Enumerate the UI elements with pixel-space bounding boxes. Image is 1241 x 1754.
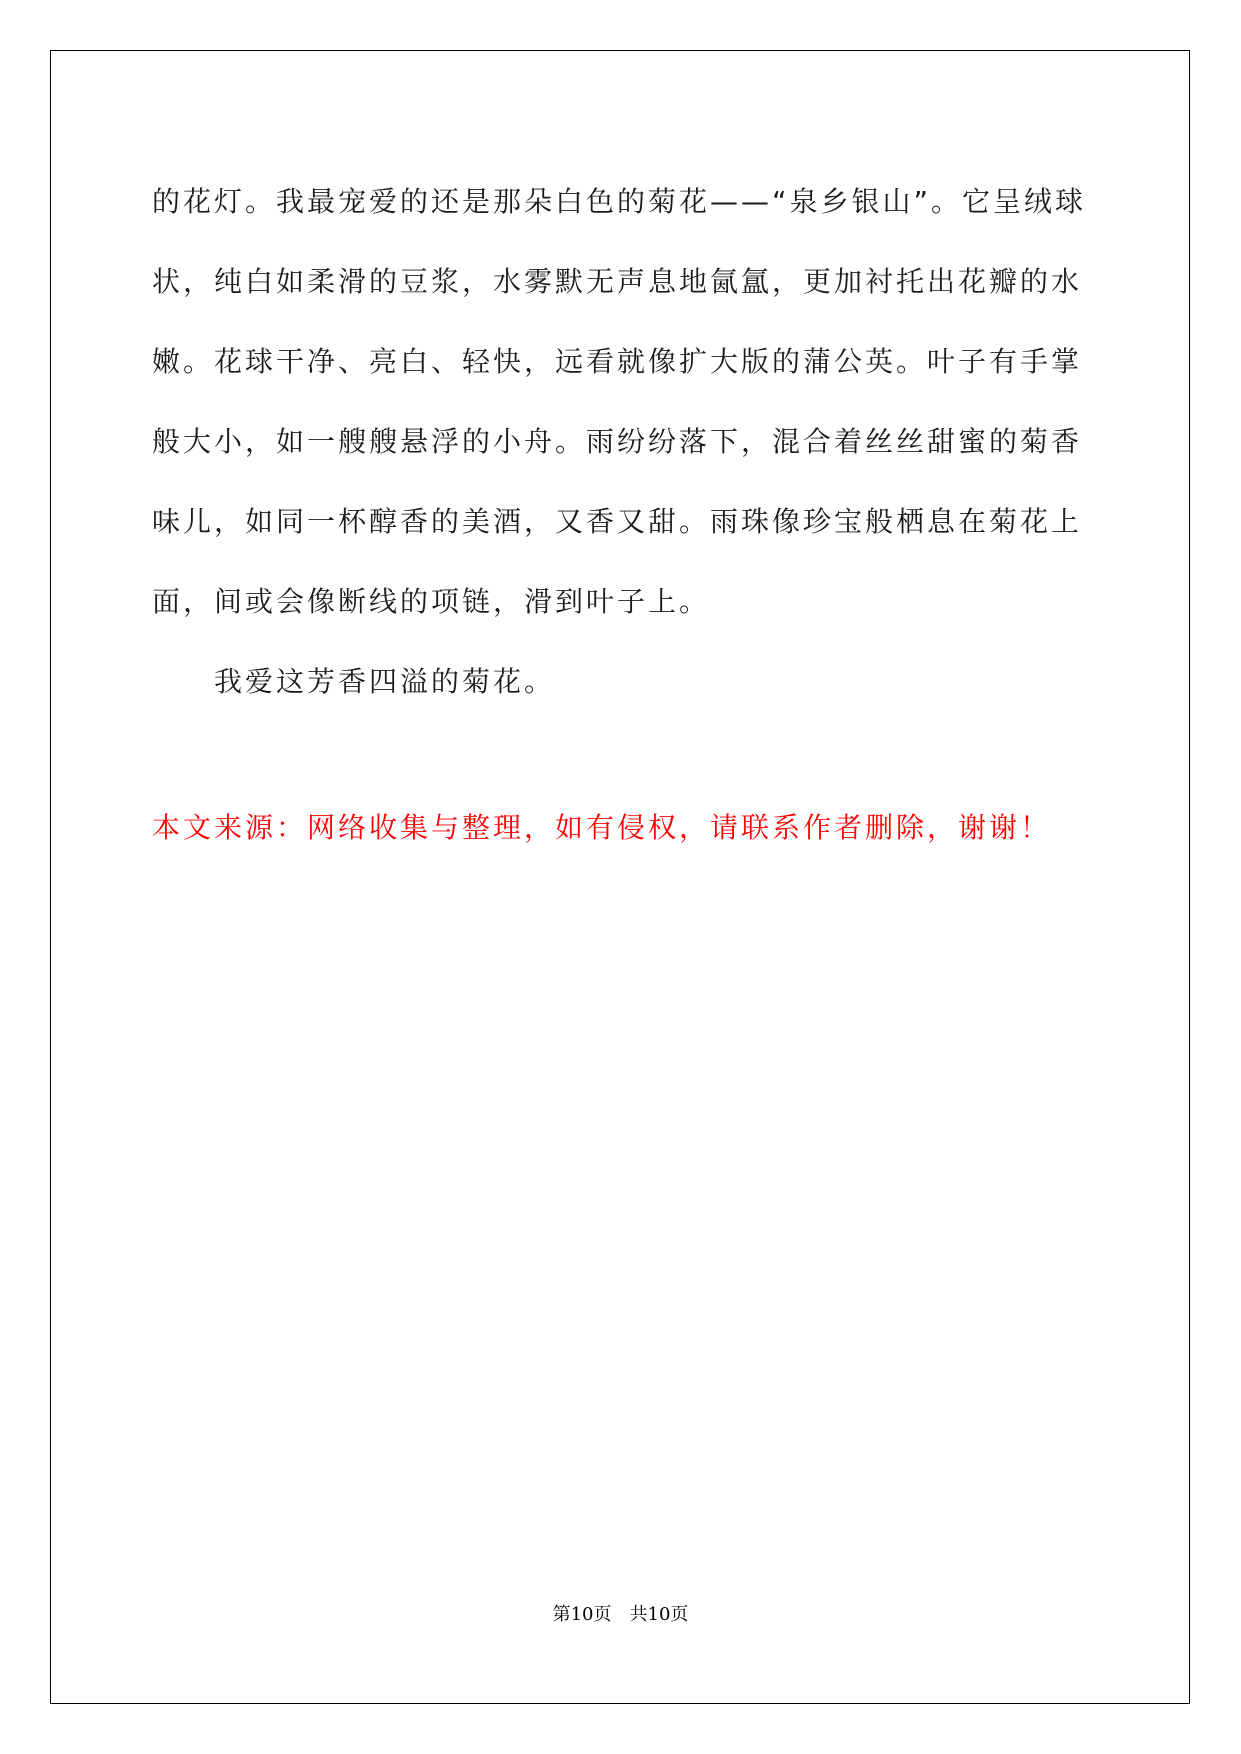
paragraph-line: 状，纯白如柔滑的豆浆，水雾默无声息地氤氲，更加衬托出花瓣的水 [152,265,1083,298]
closing-paragraph: 我爱这芳香四溢的菊花。 [214,665,556,698]
paragraph-line: 的花灯。我最宠爱的还是那朵白色的菊花——“泉乡银山”。它呈绒球 [152,185,1087,218]
paragraph-line: 般大小，如一艘艘悬浮的小舟。雨纷纷落下，混合着丝丝甜蜜的菊香 [152,425,1083,458]
document-body [152,162,1092,722]
page-number-footer: 第10页 共10页 [552,1604,689,1625]
source-note: 本文来源：网络收集与整理，如有侵权，请联系作者删除，谢谢！ [152,811,1052,844]
paragraph-line: 面，间或会像断线的项链，滑到叶子上。 [152,585,711,618]
paragraph-line: 嫩。花球干净、亮白、轻快，远看就像扩大版的蒲公英。叶子有手掌 [152,345,1083,378]
paragraph-line: 味儿，如同一杯醇香的美酒，又香又甜。雨珠像珍宝般栖息在菊花上 [152,505,1083,538]
